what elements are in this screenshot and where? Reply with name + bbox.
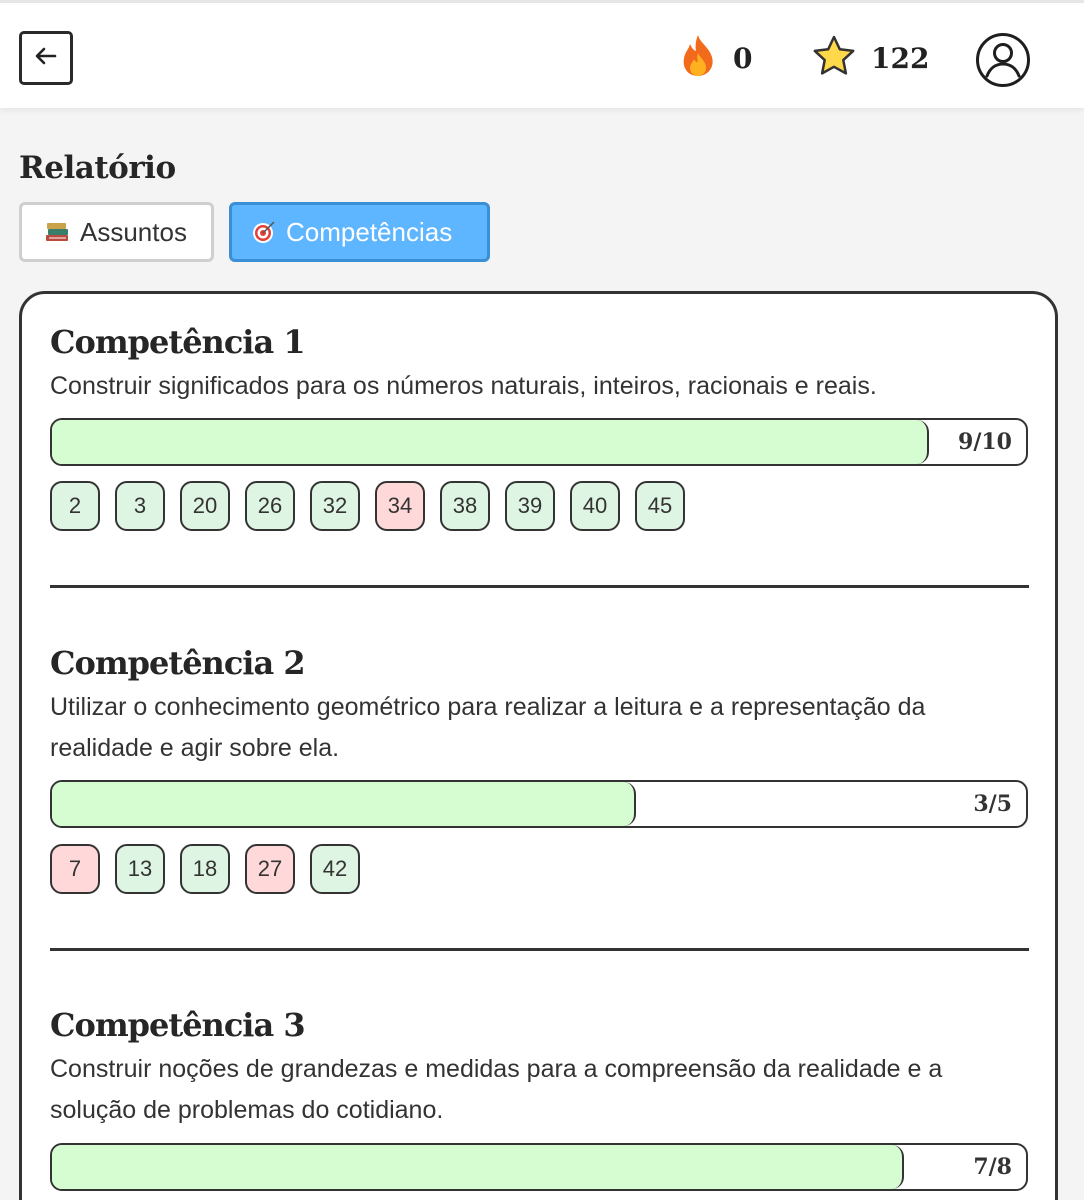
question-chip[interactable]: 2 xyxy=(50,481,100,531)
progress-label: 7/8 xyxy=(973,1154,1012,1180)
competencias-card xyxy=(19,291,1058,1200)
progress-fill xyxy=(52,1145,904,1189)
user-icon xyxy=(975,75,1031,92)
question-chips xyxy=(50,844,360,894)
question-chip[interactable]: 39 xyxy=(505,481,555,531)
competencia-title: Competência 3 xyxy=(50,1006,305,1044)
question-chip[interactable]: 20 xyxy=(180,481,230,531)
question-chip[interactable]: 32 xyxy=(310,481,360,531)
profile-button[interactable] xyxy=(975,32,1031,88)
competencia-3 xyxy=(50,1003,1030,1131)
question-chip[interactable]: 42 xyxy=(310,844,360,894)
stars-value: 122 xyxy=(871,41,930,75)
question-chip[interactable]: 34 xyxy=(375,481,425,531)
question-chip[interactable]: 13 xyxy=(115,844,165,894)
progress-label: 9/10 xyxy=(958,429,1012,455)
question-chip[interactable]: 7 xyxy=(50,844,100,894)
question-chip[interactable]: 45 xyxy=(635,481,685,531)
tab-assuntos[interactable] xyxy=(19,202,214,262)
star-icon xyxy=(811,34,857,83)
question-chip[interactable]: 27 xyxy=(245,844,295,894)
competencia-title: Competência 2 xyxy=(50,644,305,682)
top-bar xyxy=(0,0,1084,108)
tab-assuntos-label: Assuntos xyxy=(80,216,187,247)
back-button[interactable] xyxy=(19,31,73,85)
arrow-left-icon xyxy=(35,47,57,70)
question-chips xyxy=(50,481,685,531)
competencia-description: Construir significados para os números naturais, inteiros, racionais e reais. xyxy=(50,372,877,400)
progress-bar xyxy=(50,1143,1028,1191)
progress-bar xyxy=(50,418,1028,466)
books-icon xyxy=(44,221,70,243)
question-chip[interactable]: 18 xyxy=(180,844,230,894)
streak-counter[interactable] xyxy=(679,33,752,83)
streak-value: 0 xyxy=(733,41,753,75)
question-chip[interactable]: 3 xyxy=(115,481,165,531)
stars-counter[interactable] xyxy=(811,33,929,83)
competencia-2 xyxy=(50,641,1030,769)
divider xyxy=(50,948,1029,951)
competencia-description: Construir noções de grandezas e medidas para a compreensão da realidade e a solução de problemas do cotidiano. xyxy=(50,1055,943,1124)
tab-competencias-label: Competências xyxy=(286,216,453,247)
competencia-description: Utilizar o conhecimento geométrico para realizar a leitura e a representação da realidade e agir sobre ela. xyxy=(50,693,926,762)
tab-competencias[interactable] xyxy=(229,202,490,262)
competencia-title: Competência 1 xyxy=(50,323,305,361)
divider xyxy=(50,585,1029,588)
question-chip[interactable]: 38 xyxy=(440,481,490,531)
page-title: Relatório xyxy=(19,150,176,186)
progress-fill xyxy=(52,420,929,464)
fire-icon xyxy=(679,33,717,84)
competencia-1 xyxy=(50,320,1030,407)
question-chip[interactable]: 40 xyxy=(570,481,620,531)
progress-fill xyxy=(52,782,636,826)
target-icon xyxy=(252,220,276,244)
progress-label: 3/5 xyxy=(973,791,1012,817)
question-chip[interactable]: 26 xyxy=(245,481,295,531)
progress-bar xyxy=(50,780,1028,828)
